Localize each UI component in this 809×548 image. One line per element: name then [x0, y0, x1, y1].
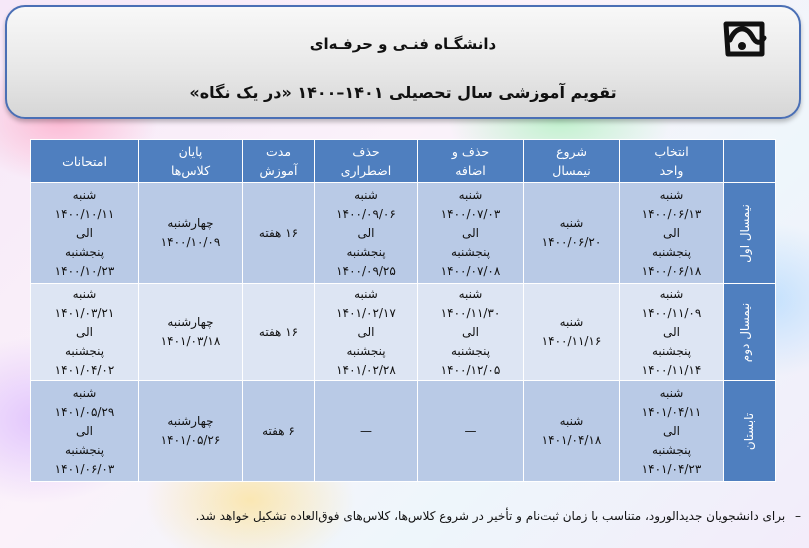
- cell-course-selection: شنبه ۱۴۰۱/۰۴/۱۱ الی پنجشنبه ۱۴۰۱/۰۴/۲۳: [620, 381, 724, 482]
- header-classes-end: پایان کلاس‌ها: [139, 140, 243, 183]
- cell-add-drop: شنبه ۱۴۰۰/۰۷/۰۳ الی پنجشنبه ۱۴۰۰/۰۷/۰۸: [418, 183, 524, 284]
- cell-exams: شنبه ۱۴۰۱/۰۳/۲۱ الی پنجشنبه ۱۴۰۱/۰۴/۰۲: [31, 284, 139, 381]
- cell-duration: ۱۶ هفته: [243, 284, 315, 381]
- cell-emergency-drop: —: [315, 381, 418, 482]
- footnote-text: برای دانشجویان جدیدالورود، متناسب با زمان ثبت‌نام و تأخیر در شروع کلاس‌ها، کلاس‌های فوق‌العاده تشکیل خواهد شد.: [195, 509, 786, 523]
- header-exams: امتحانات: [31, 140, 139, 183]
- cell-classes-end: چهارشنبه ۱۴۰۱/۰۳/۱۸: [139, 284, 243, 381]
- header-course-selection: انتخاب واحد: [620, 140, 724, 183]
- cell-add-drop: —: [418, 381, 524, 482]
- cell-duration: ۶ هفته: [243, 381, 315, 482]
- table-header-row: [31, 140, 776, 183]
- header-add-drop: حذف و اضافه: [418, 140, 524, 183]
- row-label-second-semester: نیمسال دوم: [724, 284, 776, 381]
- page-title: تقویم آموزشی سال تحصیلی ۱۴۰۱–۱۴۰۰ «در یک نگاه»: [189, 83, 617, 102]
- cell-emergency-drop: شنبه ۱۴۰۱/۰۲/۱۷ الی پنجشنبه ۱۴۰۱/۰۲/۲۸: [315, 284, 418, 381]
- cell-semester-start: شنبه ۱۴۰۱/۰۴/۱۸: [524, 381, 620, 482]
- table-row: [31, 284, 776, 381]
- cell-add-drop: شنبه ۱۴۰۰/۱۱/۳۰ الی پنجشنبه ۱۴۰۰/۱۲/۰۵: [418, 284, 524, 381]
- university-name: دانشگـاه فنـی و حرفـه‌ای: [309, 35, 497, 53]
- cell-classes-end: چهارشنبه ۱۴۰۰/۱۰/۰۹: [139, 183, 243, 284]
- footnote: [11, 507, 801, 525]
- header-corner: [724, 140, 776, 183]
- cell-duration: ۱۶ هفته: [243, 183, 315, 284]
- academic-calendar-table: [30, 139, 776, 482]
- cell-course-selection: شنبه ۱۴۰۰/۱۱/۰۹ الی پنجشنبه ۱۴۰۰/۱۱/۱۴: [620, 284, 724, 381]
- header-emergency-drop: حذف اضطراری: [315, 140, 418, 183]
- header-duration: مدت آموزش: [243, 140, 315, 183]
- table-row: [31, 381, 776, 482]
- cell-semester-start: شنبه ۱۴۰۰/۱۱/۱۶: [524, 284, 620, 381]
- row-label-summer: تابستان: [724, 381, 776, 482]
- cell-semester-start: شنبه ۱۴۰۰/۰۶/۲۰: [524, 183, 620, 284]
- cell-emergency-drop: شنبه ۱۴۰۰/۰۹/۰۶ الی پنجشنبه ۱۴۰۰/۰۹/۲۵: [315, 183, 418, 284]
- header-semester-start: شروع نیمسال: [524, 140, 620, 183]
- cell-exams: شنبه ۱۴۰۰/۱۰/۱۱ الی پنجشنبه ۱۴۰۰/۱۰/۲۳: [31, 183, 139, 284]
- footnote-bullet: –: [795, 509, 801, 523]
- cell-classes-end: چهارشنبه ۱۴۰۱/۰۵/۲۶: [139, 381, 243, 482]
- table-row: [31, 183, 776, 284]
- cell-course-selection: شنبه ۱۴۰۰/۰۶/۱۳ الی پنجشنبه ۱۴۰۰/۰۶/۱۸: [620, 183, 724, 284]
- row-label-first-semester: نیمسال اول: [724, 183, 776, 284]
- title-banner: [5, 5, 801, 119]
- cell-exams: شنبه ۱۴۰۱/۰۵/۲۹ الی پنجشنبه ۱۴۰۱/۰۶/۰۳: [31, 381, 139, 482]
